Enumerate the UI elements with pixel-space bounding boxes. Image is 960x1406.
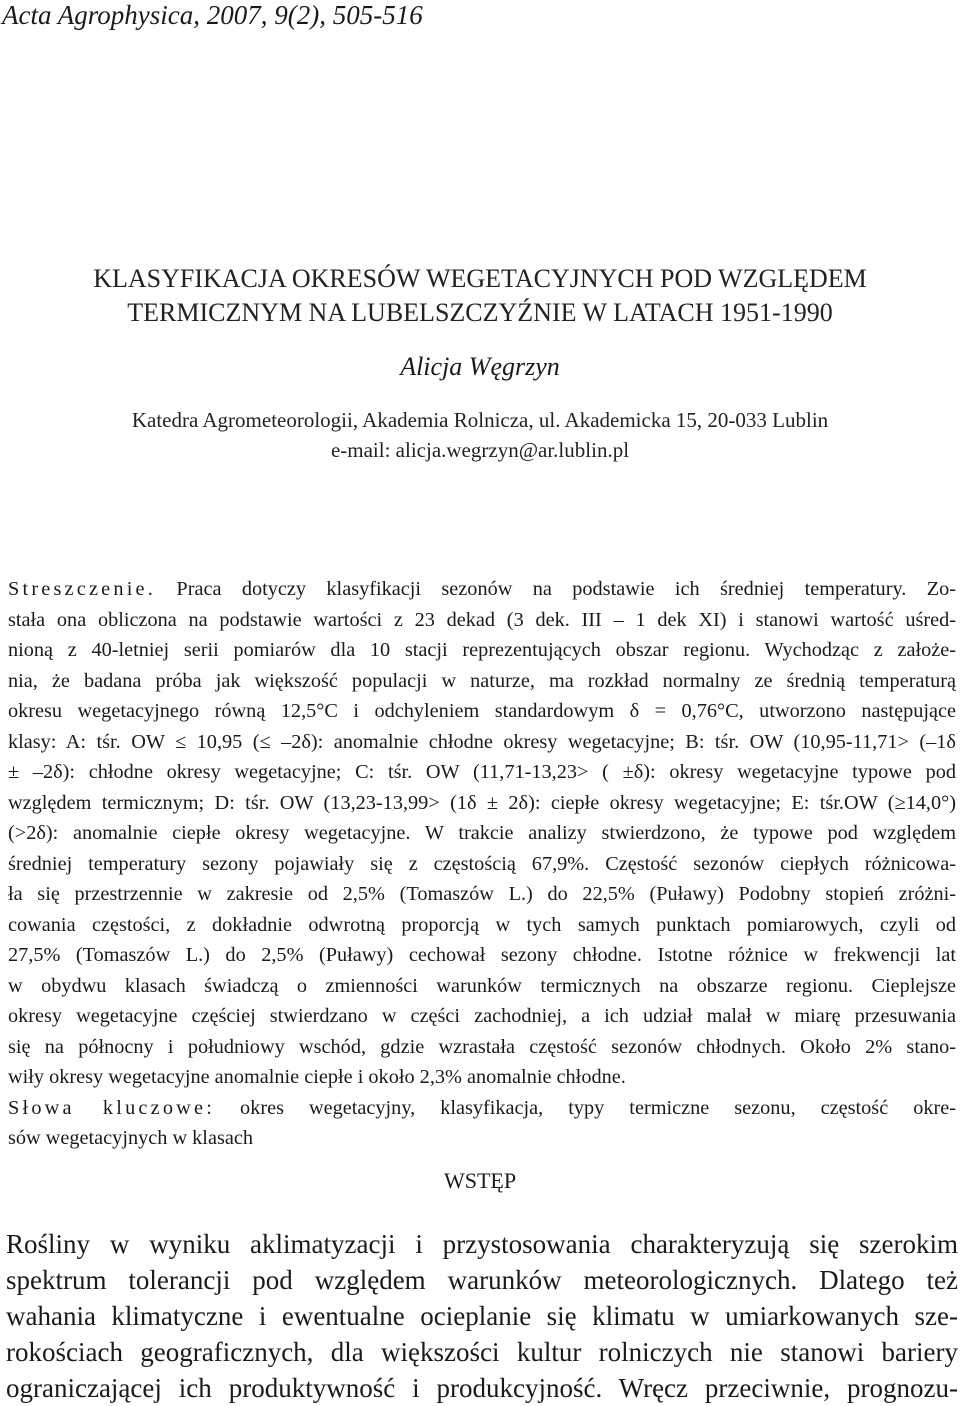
body-line: wahania klimatyczne i ewentualne ocieplanie się klimatu w umiarkowanych sze- (6, 1301, 958, 1331)
affiliation: Katedra Agrometeorologii, Akademia Rolnicza, ul. Akademicka 15, 20-033 Lublin (131, 408, 829, 432)
title-line: TERMICZNYM NA LUBELSZCZYŹNIE W LATACH 1951-1990 (127, 298, 833, 327)
abstract-line: (>2δ): anomalnie ciepłe okresy wegetacyjne. W trakcie analizy stwierdzono, że typowe pod względem (8, 822, 956, 844)
section-title: WSTĘP (443, 1168, 517, 1193)
abstract (8, 574, 956, 1154)
abstract-line: się na północny i południowy wschód, gdzie wzrastała częstość sezonów chłodnych. Około 2% stano- (8, 1035, 956, 1058)
abstract-line: względem termicznym; D: tśr. OW (13,23-13,99> (1δ ± 2δ): ciepłe okresy wegetacyjne; E: tśr.OW (≥14,0°) (8, 791, 956, 814)
title-line: KLASYFIKACJA OKRESÓW WEGETACYJNYCH POD WZGLĘDEM (93, 264, 867, 293)
abstract-line: stała ona obliczona na podstawie wartości z 23 dekad (3 dek. III – 1 dek XI) i stanowi wartość uśred- (8, 608, 956, 631)
author-name: Alicja Węgrzyn (400, 352, 560, 381)
abstract-line: ± –2δ): chłodne okresy wegetacyjne; C: tśr. OW (11,71-13,23> ( ±δ): okresy wegetacyjne typowe pod (8, 761, 956, 783)
email: e-mail: alicja.wegrzyn@ar.lublin.pl (330, 438, 630, 462)
body-line: rokościach geograficznych, dla większości kultur rolniczych nie stanowi bariery (6, 1337, 958, 1367)
body-line: spektrum tolerancji pod względem warunków meteorologicznych. Dlatego też (6, 1265, 958, 1295)
abstract-line: okresu wegetacyjnego równą 12,5°C i odchyleniem standardowym δ = 0,76°C, utworzono następujące (8, 700, 956, 722)
affiliation-block (0, 405, 960, 465)
article-title (0, 262, 960, 330)
keywords-text: okres wegetacyjny, klasyfikacja, typy termiczne sezonu, częstość okre- (240, 1096, 956, 1119)
body-line: ograniczającej ich produktywność i produkcyjność. Wręcz przeciwnie, prognozu- (6, 1373, 958, 1403)
abstract-label: Streszczenie. (8, 578, 157, 600)
keywords-label: Słowa kluczowe: (8, 1096, 216, 1119)
abstract-text: Praca dotyczy klasyfikacji sezonów na podstawie ich średniej temperatury. Zo- (176, 578, 956, 600)
abstract-line: ła się przestrzennie w zakresie od 2,5% (Tomaszów L.) do 22,5% (Puławy) Podobny stopień zróżni- (8, 883, 956, 905)
body-text (6, 1226, 958, 1406)
keywords-line (8, 1093, 956, 1124)
abstract-line: średniej temperatury sezony pojawiały się z częstością 67,9%. Częstość sezonów ciepłych różnicowa- (8, 852, 956, 875)
abstract-line (8, 574, 956, 605)
body-line: Rośliny w wyniku aklimatyzacji i przystosowania charakteryzują się szerokim (6, 1229, 958, 1259)
abstract-line: nia, że badana próba jak większość populacji w naturze, ma rozkład normalny ze średnią temperaturą (8, 669, 956, 692)
abstract-line: w obydwu klasach świadczą o zmienności warunków termicznych na obszarze regionu. Cieplejsze (8, 974, 956, 997)
abstract-line: nioną z 40-letniej serii pomiarów dla 10 stacji reprezentujących obszar regionu. Wychodząc z założe- (8, 639, 956, 661)
abstract-line: 27,5% (Tomaszów L.) do 2,5% (Puławy) cechował sezony chłodne. Istotne różnice w frekwencji lat (8, 944, 956, 966)
journal-header: Acta Agrophysica, 2007, 9(2), 505-516 (2, 0, 423, 30)
abstract-line: okresy wegetacyjne częściej stwierdzano w części zachodniej, a ich udział malał w miarę przesuwania (8, 1005, 956, 1027)
abstract-line: klasy: A: tśr. OW ≤ 10,95 (≤ –2δ): anomalnie chłodne okresy wegetacyjne; B: tśr. OW (10,95-11,71> (–1δ (8, 730, 956, 753)
abstract-line: cowania częstości, z dokładnie odwrotną proporcją w tych samych punktach pomiarowych, czyli od (8, 913, 956, 936)
keywords-line: sów wegetacyjnych w klasach (8, 1127, 253, 1149)
abstract-line: wiły okresy wegetacyjne anomalnie ciepłe i około 2,3% anomalnie chłodne. (8, 1066, 626, 1088)
